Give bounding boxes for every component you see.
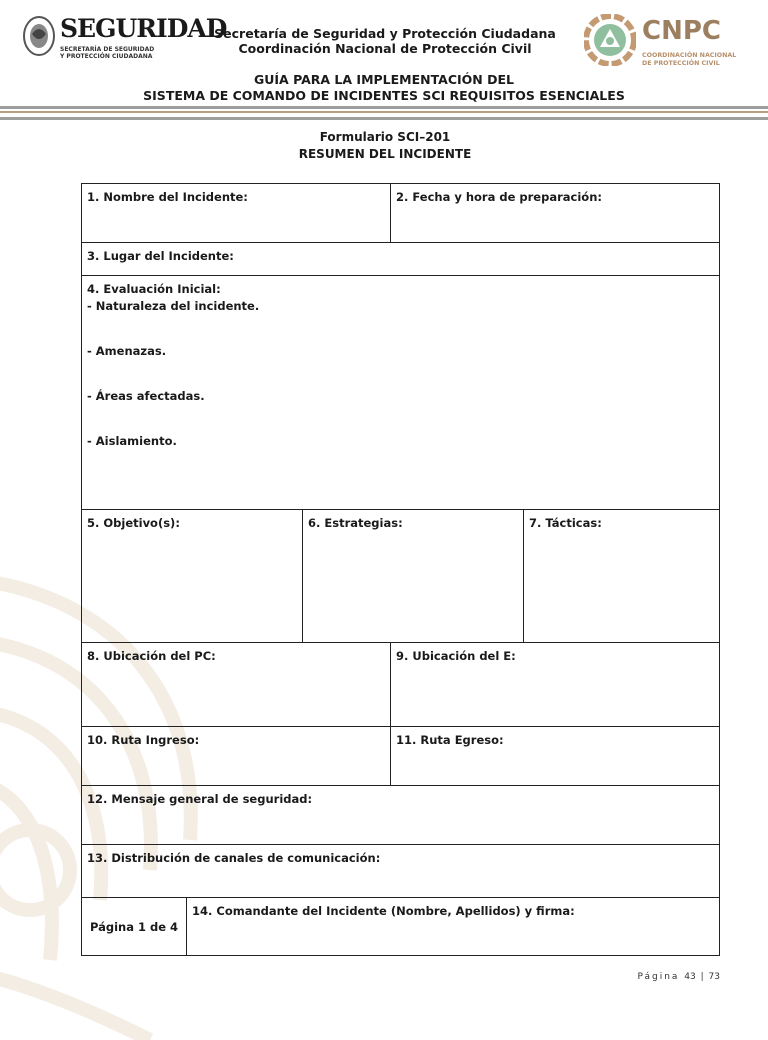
list-item: - Naturaleza del incidente. bbox=[87, 299, 260, 313]
secretaria-name: Secretaría de Seguridad y Protección Ciudadana bbox=[214, 26, 556, 41]
guide-title-line1: GUÍA PARA LA IMPLEMENTACIÓN DEL bbox=[254, 72, 514, 87]
list-item: - Aislamiento. bbox=[87, 434, 177, 448]
brand-name: SEGURIDAD bbox=[60, 14, 227, 43]
header-divider bbox=[0, 106, 768, 109]
field-prep-datetime[interactable]: 2. Fecha y hora de preparación: bbox=[391, 184, 720, 243]
guide-title-line2: SISTEMA DE COMANDO DE INCIDENTES SCI REQUISITOS ESENCIALES bbox=[143, 88, 625, 103]
field-e-location[interactable]: 9. Ubicación del E: bbox=[391, 643, 720, 727]
header-divider-gold bbox=[0, 111, 768, 113]
coordinacion-name: Coordinación Nacional de Protección Civil bbox=[238, 41, 532, 56]
cnpc-emblem-icon bbox=[584, 14, 636, 66]
national-seal-icon bbox=[22, 14, 56, 58]
footer-total: 73 bbox=[708, 972, 720, 982]
field-communication-channels[interactable]: 13. Distribución de canales de comunicación: bbox=[82, 845, 720, 898]
field-safety-message[interactable]: 12. Mensaje general de seguridad: bbox=[82, 786, 720, 845]
form-heading bbox=[200, 129, 570, 163]
guide-title bbox=[84, 72, 684, 104]
form-code: Formulario SCI–201 bbox=[319, 130, 451, 144]
header-divider-lower bbox=[0, 117, 768, 120]
cnpc-name: CNPC bbox=[642, 16, 721, 46]
seguridad-logo bbox=[22, 14, 227, 64]
footer-label: Página bbox=[637, 972, 680, 982]
field-incident-commander[interactable]: 14. Comandante del Incidente (Nombre, Apellidos) y firma: bbox=[187, 898, 720, 956]
list-item: - Áreas afectadas. bbox=[87, 389, 205, 403]
incident-summary-form bbox=[81, 183, 720, 956]
page-of-label: Página 1 de 4 bbox=[82, 898, 187, 956]
field-incident-location[interactable]: 3. Lugar del Incidente: bbox=[82, 243, 720, 276]
field-pc-location[interactable]: 8. Ubicación del PC: bbox=[82, 643, 391, 727]
field-incident-name[interactable]: 1. Nombre del Incidente: bbox=[82, 184, 391, 243]
footer-page: 43 bbox=[684, 972, 696, 982]
field-exit-route[interactable]: 11. Ruta Egreso: bbox=[391, 727, 720, 786]
form-title: RESUMEN DEL INCIDENTE bbox=[298, 147, 472, 161]
field-strategies[interactable]: 6. Estrategias: bbox=[303, 510, 524, 643]
list-item: - Amenazas. bbox=[87, 344, 167, 358]
cnpc-subtitle: COORDINACIÓN NACIONAL DE PROTECCIÓN CIVIL bbox=[642, 52, 737, 67]
cnpc-logo-block bbox=[584, 14, 754, 70]
header-center bbox=[200, 26, 570, 56]
field-objectives[interactable]: 5. Objetivo(s): bbox=[82, 510, 303, 643]
field-initial-evaluation[interactable] bbox=[82, 276, 720, 510]
footer-separator: | bbox=[700, 972, 704, 982]
brand-subtitle: SECRETARÍA DE SEGURIDAD Y PROTECCIÓN CIUDADANA bbox=[60, 46, 155, 60]
initial-evaluation-label: 4. Evaluación Inicial: bbox=[87, 282, 221, 296]
field-entry-route[interactable]: 10. Ruta Ingreso: bbox=[82, 727, 391, 786]
page-footer bbox=[560, 972, 720, 982]
field-tactics[interactable]: 7. Tácticas: bbox=[524, 510, 720, 643]
